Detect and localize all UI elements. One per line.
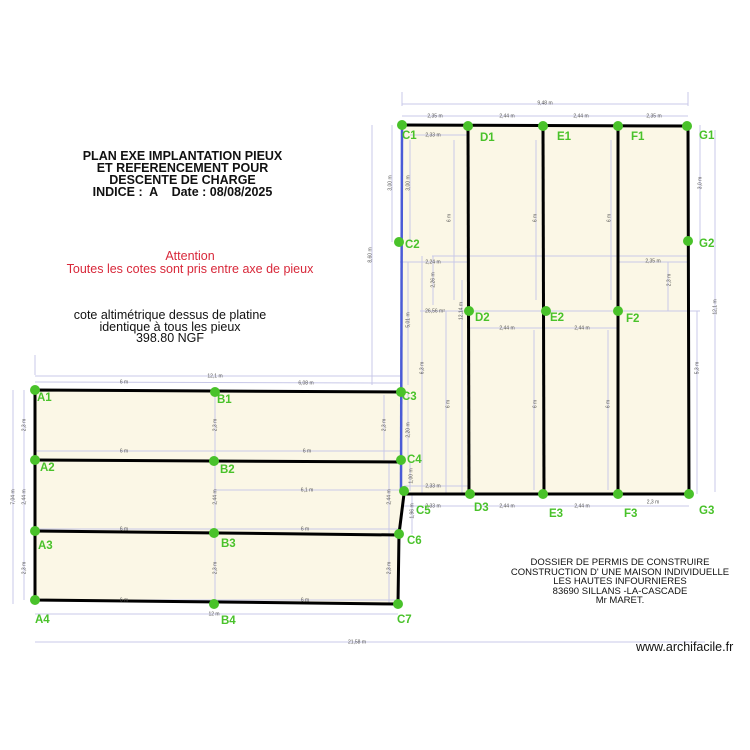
dimension-label: 2,44 m — [573, 113, 589, 120]
dimension-label: 6 m — [606, 213, 613, 223]
pile-label-b3: B3 — [221, 538, 236, 550]
pile-marker-f2[interactable] — [613, 306, 623, 316]
pile-label-e3: E3 — [549, 508, 564, 520]
dimension-label: 2,3 m — [646, 499, 660, 506]
pile-label-b2: B2 — [220, 464, 235, 476]
floor-left-wing — [35, 390, 404, 604]
altitude-line-1: cote altimétrique dessus de platine — [73, 308, 267, 322]
highlighted-wall[interactable] — [401, 125, 402, 491]
dossier-line-1: DOSSIER DE PERMIS DE CONSTRUIRE — [530, 557, 710, 568]
dimension-label: 2,3 m — [212, 418, 219, 432]
brand-watermark: www.archifacile.fr — [636, 640, 734, 654]
pile-label-e1: E1 — [557, 131, 572, 143]
attention-heading: Attention — [165, 249, 215, 263]
dimension-label: 2,3 m — [666, 273, 673, 287]
pile-marker-c5[interactable] — [399, 486, 409, 496]
dimension-label: 3,00 m — [387, 175, 394, 191]
pile-label-b1: B1 — [217, 394, 232, 406]
pile-label-f3: F3 — [624, 508, 638, 520]
dimension-label: 9,48 m — [537, 100, 553, 107]
dimension-label: 2,20 m — [405, 422, 412, 438]
pile-marker-c4[interactable] — [396, 455, 406, 465]
dimension-label: 8,60 m — [367, 247, 374, 263]
pile-label-a2: A2 — [40, 462, 55, 474]
altitude-note — [55, 310, 285, 345]
dimension-label: 2,33 m — [425, 483, 441, 490]
dimension-label: 2,33 m — [425, 503, 441, 510]
title-line-3: DESCENTE DE CHARGE — [109, 173, 256, 187]
pile-label-c6: C6 — [407, 535, 422, 547]
pile-label-a3: A3 — [38, 540, 53, 552]
pile-marker-a2[interactable] — [30, 455, 40, 465]
pile-label-d3: D3 — [474, 502, 489, 514]
altitude-value: 398.80 NGF — [135, 331, 205, 345]
dimension-label: 1,00 m — [408, 468, 415, 484]
dimension-label: 2,3 m — [21, 561, 28, 575]
dimension-label: 2,44 m — [499, 503, 515, 510]
dimension-label: 6 m — [119, 526, 129, 533]
dossier-block — [490, 558, 750, 606]
dimension-label: 6,08 m — [298, 380, 314, 387]
pile-label-d1: D1 — [480, 132, 495, 144]
dimension-label: 3,00 m — [405, 175, 412, 191]
dimension-label: 2,44 m — [574, 503, 590, 510]
dimension-label: 5,01 m — [405, 312, 412, 328]
pile-label-c1: C1 — [402, 130, 417, 142]
dimension-label: 2,35 m — [646, 113, 662, 120]
dimension-label: 21,58 m — [347, 639, 367, 646]
dimension-label: 2,44 m — [499, 113, 515, 120]
dimension-label: 2,44 m — [386, 489, 393, 505]
dimension-label: 6 m — [605, 399, 612, 409]
pile-marker-g2[interactable] — [683, 236, 693, 246]
pile-marker-f1[interactable] — [613, 121, 623, 131]
dimension-label: 2,3 m — [212, 561, 219, 575]
pile-marker-c2[interactable] — [394, 237, 404, 247]
pile-marker-b4[interactable] — [209, 599, 219, 609]
pile-marker-e3[interactable] — [538, 489, 548, 499]
title-line-2: ET REFERENCEMENT POUR — [96, 161, 269, 175]
pile-label-c2: C2 — [405, 239, 420, 251]
dossier-line-2: CONSTRUCTION D' UNE MAISON INDIVIDUELLE — [510, 566, 730, 578]
dimension-label: 2,3 m — [386, 561, 393, 575]
dimension-label: 2,3 m — [381, 418, 388, 432]
dimension-label: 6,3 m — [419, 361, 426, 375]
dimension-label: 2,44 m — [499, 325, 515, 332]
dimension-label: 6 m — [119, 597, 129, 604]
pile-marker-d1[interactable] — [463, 121, 473, 131]
plan-title — [40, 150, 325, 198]
dimension-label: 12,1 m — [207, 373, 223, 380]
pile-label-c4: C4 — [407, 454, 422, 466]
dimension-label: 3,0 m — [697, 176, 704, 190]
dossier-line-5: Mr MARET. — [595, 595, 645, 606]
dimension-label: 7,04 m — [10, 489, 17, 505]
pile-label-c5: C5 — [416, 505, 431, 517]
dimension-label: 6,1 m — [300, 487, 314, 494]
pile-label-a1: A1 — [37, 392, 52, 404]
pile-marker-c7[interactable] — [393, 599, 403, 609]
pile-marker-d2[interactable] — [464, 306, 474, 316]
dimension-label: 12,14 m — [458, 301, 465, 321]
dimension-label: 1,96 m — [409, 503, 416, 519]
pile-label-b4: B4 — [221, 615, 236, 627]
title-index-date: INDICE : A Date : 08/08/2025 — [92, 185, 273, 199]
pile-label-g3: G3 — [699, 505, 715, 517]
pile-label-d2: D2 — [475, 312, 490, 324]
pile-label-c3: C3 — [402, 391, 417, 403]
pile-marker-f3[interactable] — [613, 489, 623, 499]
dimension-label: 2,35 m — [427, 113, 443, 120]
dossier-line-3: LES HAUTES INFOURNIERES — [553, 576, 687, 587]
dimension-label: 6 m — [446, 213, 453, 223]
dimension-label: 2,44 m — [21, 489, 28, 505]
dimension-label: 6 m — [532, 213, 539, 223]
pile-marker-c1[interactable] — [397, 120, 407, 130]
pile-marker-g1[interactable] — [682, 121, 692, 131]
title-line-1: PLAN EXE IMPLANTATION PIEUX — [82, 149, 283, 163]
dimension-label: 26,56 m² — [425, 308, 445, 315]
dimension-label: 2,44 m — [212, 489, 219, 505]
dimension-label: 2,3 m — [21, 418, 28, 432]
pile-label-a4: A4 — [35, 614, 50, 626]
dimension-label: 2,26 m — [430, 272, 437, 288]
pile-label-c7: C7 — [397, 614, 412, 626]
pile-marker-a3[interactable] — [30, 526, 40, 536]
pile-marker-c6[interactable] — [394, 529, 404, 539]
dimension-label: 6 m — [302, 448, 312, 455]
pile-label-e2: E2 — [550, 312, 565, 324]
pile-label-f1: F1 — [631, 131, 645, 143]
dimension-label: 6 m — [119, 448, 129, 455]
pile-label-g1: G1 — [699, 130, 715, 142]
dimension-label: 2,24 m — [425, 259, 441, 266]
dimension-label: 2,44 m — [574, 325, 590, 332]
dossier-line-4: 83690 SILLANS -LA-CASCADE — [552, 585, 688, 597]
dimension-label: 2,35 m — [645, 258, 661, 265]
attention-note — [60, 250, 320, 276]
dimension-label: 5,3 m — [694, 361, 701, 375]
dimension-label: 6 m — [532, 399, 539, 409]
pile-marker-a4[interactable] — [30, 595, 40, 605]
pile-marker-e1[interactable] — [538, 121, 548, 131]
pile-label-g2: G2 — [699, 238, 715, 250]
attention-text: Toutes les cotes sont pris entre axe de pieux — [66, 262, 314, 276]
dimension-label: 6 m — [300, 597, 310, 604]
dimension-label: 2,33 m — [425, 132, 441, 139]
pile-marker-b3[interactable] — [209, 528, 219, 538]
pile-marker-b2[interactable] — [209, 456, 219, 466]
dimension-label: 6 m — [119, 379, 129, 386]
pile-label-f2: F2 — [626, 313, 640, 325]
pile-marker-g3[interactable] — [684, 489, 694, 499]
dimension-label: 6 m — [445, 399, 452, 409]
dimension-label: 12 m — [208, 611, 220, 618]
pile-marker-d3[interactable] — [465, 489, 475, 499]
dimension-label: 12,1 m — [712, 299, 719, 315]
dimension-label: 6 m — [300, 526, 310, 533]
altitude-line-2: identique à tous les pieux — [99, 319, 241, 334]
